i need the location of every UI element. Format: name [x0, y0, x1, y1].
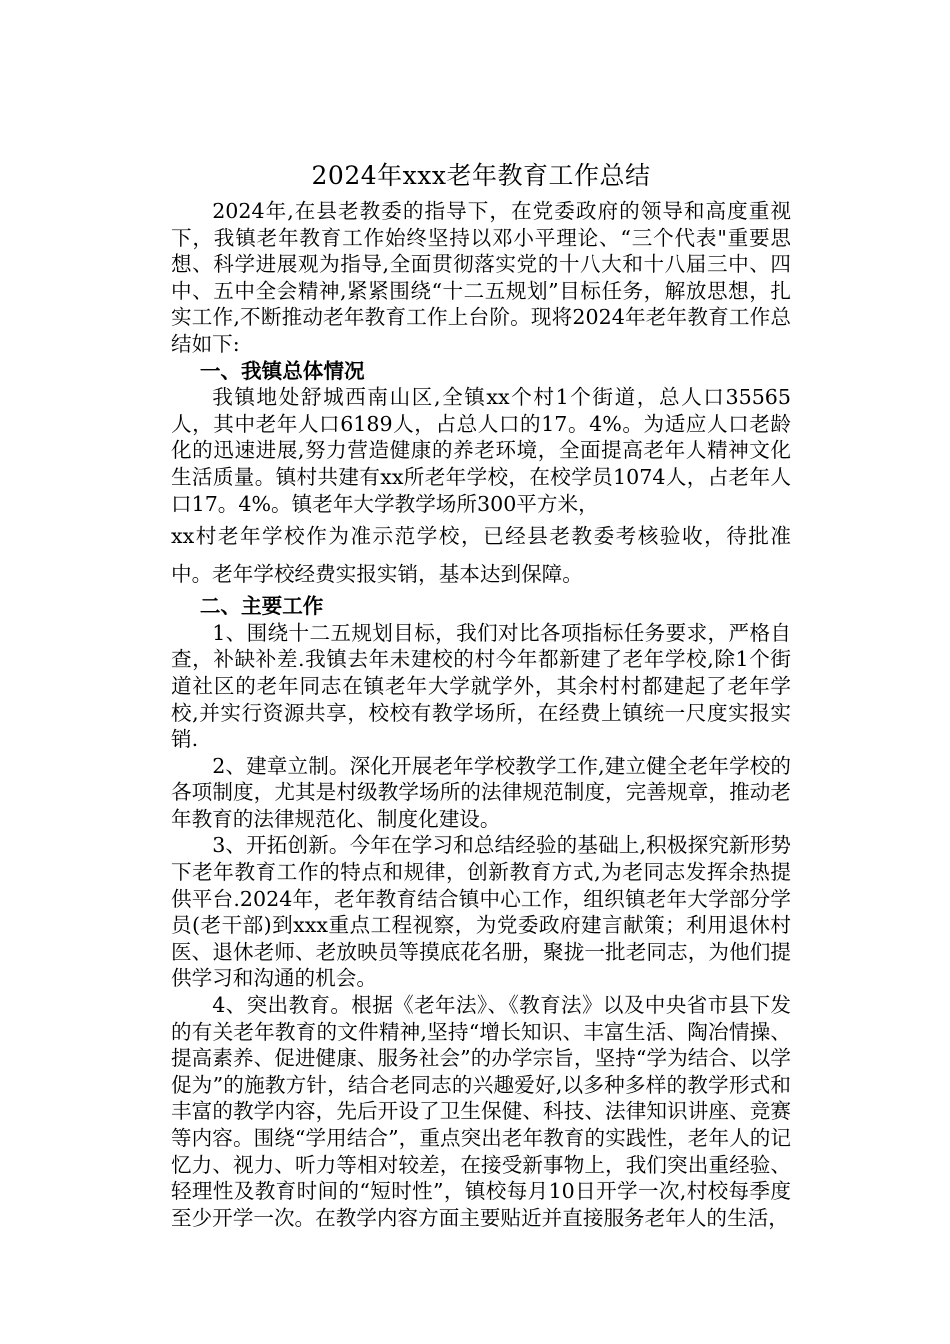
section2-item-4: 4、突出教育。根据《老年法》、《教育法》以及中央省市县下发的有关老年教育的文件精神,坚持“增长知识、丰富生活、陶冶情操、提高素养、促进健康、服务社会”的办学宗旨，坚持“学为结合、以学促为”的施教方针，结合老同志的兴趣爱好,以多种多样的教学形式和丰富的教学内容，先后开设了卫生保健、科技、法律知识讲座、竞赛等内容。围绕“学用结合”，重点突出老年教育的实践性，老年人的记忆力、视力、听力等相对较差，在接受新事物上，我们突出重经验、轻理性及教育时间的“短时性”，镇校每月10日开学一次,村校每季度至少开学一次。在教学内容方面主要贴近并直接服务老年人的生活，	[171, 993, 791, 1230]
section1-heading: 一、我镇总体情况	[199, 358, 365, 383]
section2-item-1: 1、围绕十二五规划目标，我们对比各项指标任务要求，严格自查，补缺补差.我镇去年未建校的村今年都新建了老年学校,除1个街道社区的老年同志在镇老年大学就学外，其余村村都建起了老年学校,并实行资源共享，校校有教学场所，在经费上镇统一尺度实报实销.	[171, 620, 791, 752]
section1-paragraph-a: 我镇地处舒城西南山区,全镇xx个村1个街道，总人口35565人，其中老年人口6189人，占总人口的17。4%。为适应人口老龄化的迅速进展,努力营造健康的养老环境，全面提高老年人精神文化生活质量。镇村共建有xx所老年学校，在校学员1074人，占老年人口17。4%。镇老年大学教学场所300平方米，	[171, 385, 791, 516]
section2-heading: 二、主要工作	[199, 594, 324, 619]
section1-paragraph-b: xx村老年学校作为准示范学校，已经县老教委考核验收，待批准中。老年学校经费实报实销，基本达到保障。	[171, 524, 791, 587]
section2-item-3: 3、开拓创新。今年在学习和总结经验的基础上,积极探究新形势下老年教育工作的特点和规律，创新教育方式,为老同志发挥余热提供平台.2024年，老年教育结合镇中心工作，组织镇老年大学部分学员(老干部)到xxx重点工程视察，为党委政府建言献策；利用退休村医、退休老师、老放映员等摸底花名册，聚拢一批老同志，为他们提供学习和沟通的机会。	[171, 833, 791, 991]
intro-paragraph: 2024年,在县老教委的指导下，在党委政府的领导和高度重视下，我镇老年教育工作始终坚持以邓小平理论、“三个代表"重要思想、科学进展观为指导,全面贯彻落实党的十八大和十八届三中、四中、五中全会精神,紧紧围绕“十二五规划”目标任务，解放思想，扎实工作,不断推动老年教育工作上台阶。现将2024年老年教育工作总结如下:	[171, 199, 791, 356]
document-title: 2024年xxx老年教育工作总结	[311, 161, 651, 190]
section2-item-2: 2、建章立制。深化开展老年学校教学工作,建立健全老年学校的各项制度，尤其是村级教学场所的法律规范制度，完善规章，推动老年教育的法律规范化、制度化建设。	[171, 753, 791, 831]
document-page	[171, 158, 791, 1231]
